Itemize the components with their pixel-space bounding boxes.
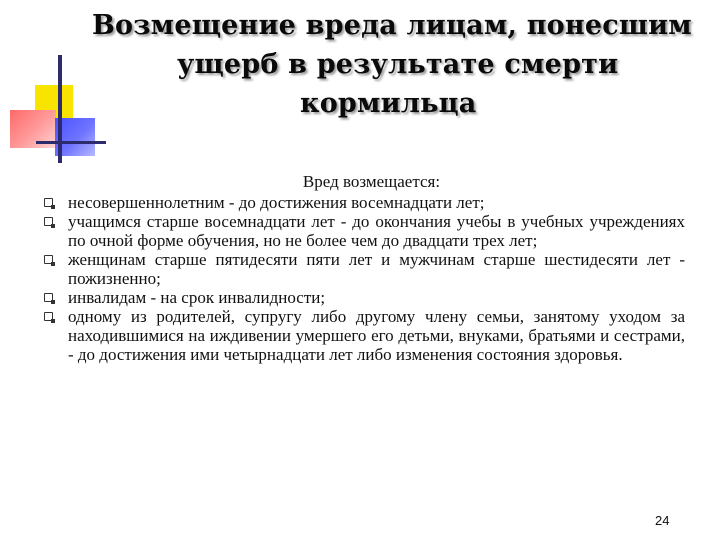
list-item-text: инвалидам - на срок инвалидности;: [68, 288, 326, 307]
list-item: [44, 193, 685, 212]
title-line-2: ущерб в результате смерти: [177, 49, 619, 80]
body-subtitle: Вред возмещается:: [302, 172, 441, 191]
bullet-icon: [44, 293, 53, 302]
list-item: [44, 307, 685, 364]
bullet-icon: [44, 312, 53, 321]
slide-body: [44, 172, 685, 364]
title-line-3: кормильца: [300, 88, 477, 119]
bullet-icon: [44, 198, 53, 207]
list-item-text: одному из родителей, супругу либо другому члену семьи, занятому уходом за находившимися на иждивении умершего его детьми, внуками, братьями и сестрами, - до достижения ими четырнадцати лет либо изменения состояния здоровья.: [68, 307, 685, 364]
list-item-text: учащимся старше восемнадцати лет - до окончания учебы в учебных учреждениях по очной форме обучения, но не более чем до двадцати трех лет;: [68, 212, 685, 250]
slide-title: [70, 6, 720, 123]
page-number: 24: [655, 513, 670, 528]
list-item: [44, 212, 685, 250]
logo-horizontal-line: [36, 141, 106, 144]
list-item: [44, 250, 685, 288]
bullet-list: [44, 193, 685, 364]
list-item-text: женщинам старше пятидесяти пяти лет и мужчинам старше шестидесяти лет - пожизненно;: [68, 250, 685, 288]
logo-vertical-line: [58, 55, 62, 163]
list-item-text: несовершеннолетним - до достижения восемнадцати лет;: [68, 193, 485, 212]
title-line-1: Возмещение вреда лицам, понесшим: [92, 10, 692, 41]
list-item: [44, 288, 685, 307]
bullet-icon: [44, 255, 53, 264]
bullet-icon: [44, 217, 53, 226]
